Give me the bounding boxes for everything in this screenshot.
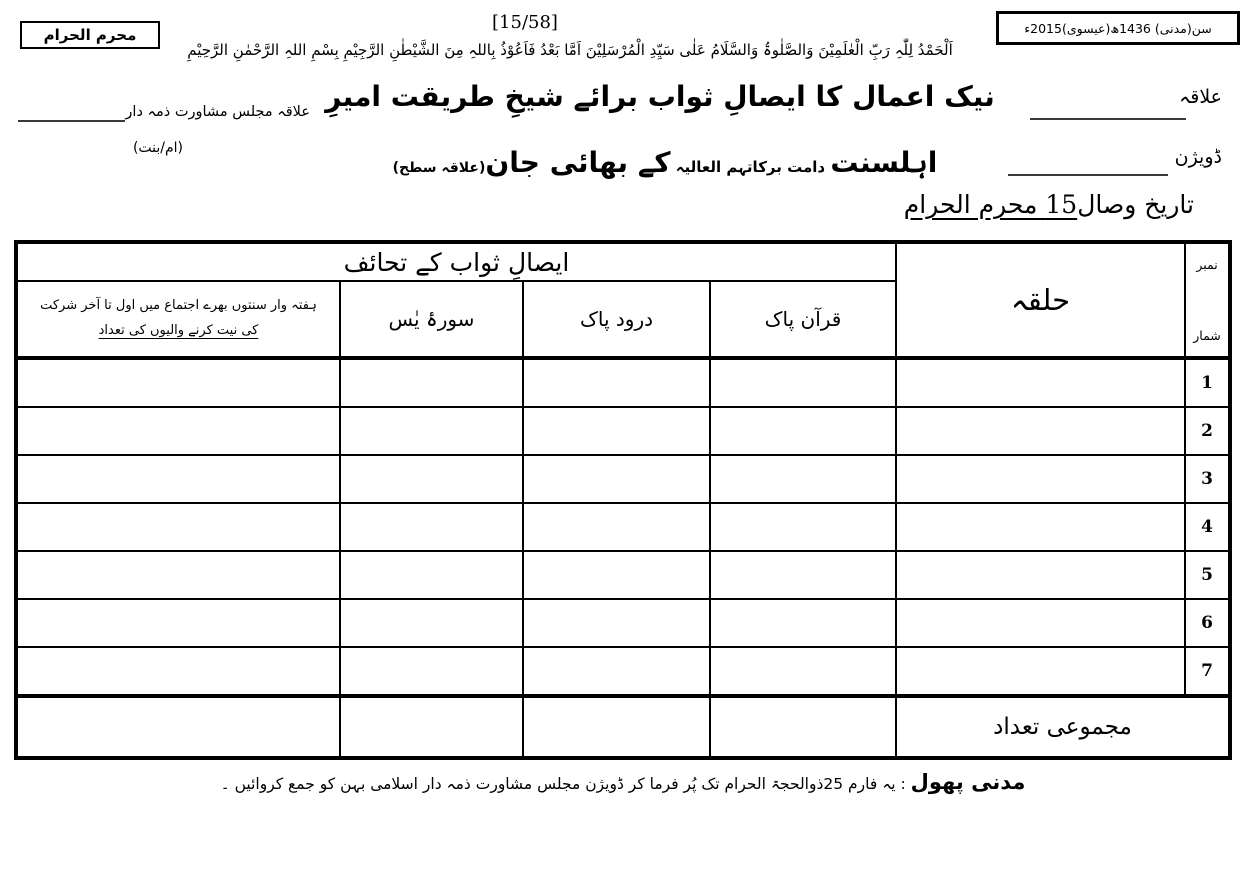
table-row — [16, 599, 1230, 647]
ijtima-cell — [16, 647, 340, 696]
alaqa-field-label: علاقہ — [1179, 86, 1222, 108]
surah-cell — [340, 503, 523, 551]
serial-number: 2 — [1185, 407, 1230, 455]
ijtima-cell — [16, 407, 340, 455]
division-field-label: ڈویژن — [1174, 146, 1222, 168]
halqa-cell — [896, 358, 1185, 407]
surah-cell — [340, 647, 523, 696]
quran-cell — [710, 407, 896, 455]
serial-number: 4 — [1185, 503, 1230, 551]
ijtima-cell — [16, 455, 340, 503]
responsible-field-label: علاقہ مجلس مشاورت ذمہ دار — [125, 104, 310, 120]
durood-cell — [523, 455, 710, 503]
footer-separator: : — [895, 775, 911, 793]
isal-e-sawab-table — [14, 240, 1232, 760]
serial-number: 6 — [1185, 599, 1230, 647]
surah-total-cell — [340, 696, 523, 758]
surah-cell — [340, 407, 523, 455]
quran-cell — [710, 551, 896, 599]
form-title-line1: نیک اعمال کا ایصالِ ثواب برائے شیخِ طریقت امیرِ — [325, 80, 995, 113]
bismillah-line: اَلْحَمْدُ لِلّٰہِ رَبِّ الْعٰلَمِیْنَ وَالصَّلٰوۃُ وَالسَّلَامُ عَلٰی سَیِّدِ الْمُرْسَلِیْنَ اَمَّا بَعْدُ فَاَعُوْذُ بِاللہِ مِنَ الشَّیْطٰنِ الرَّجِیْمِ بِسْمِ اللہِ الرَّحْمٰنِ الرَّحِیْمِ — [187, 41, 953, 59]
serial-number: 3 — [1185, 455, 1230, 503]
halqa-cell — [896, 599, 1185, 647]
halqa-cell — [896, 647, 1185, 696]
table-row — [16, 358, 1230, 407]
table-row — [16, 551, 1230, 599]
durood-cell — [523, 647, 710, 696]
year-badge-text: سن(مدنی) 1436ھ(عیسوی)2015ء — [1024, 20, 1212, 36]
umm-bint-label: (ام/بنت) — [132, 140, 184, 156]
total-row — [16, 696, 1230, 758]
form-title-line2 — [330, 146, 1000, 179]
ijtima-total-cell — [16, 696, 340, 758]
quran-cell — [710, 455, 896, 503]
quran-total-cell — [710, 696, 896, 758]
title-ahlesunnat: اہلسنت — [830, 146, 938, 179]
form-number: [15/58] — [492, 12, 558, 33]
ijtima-header-line1: ہفتہ وار سنتوں بھرے اجتماع میں اول تا آخر شرکت — [40, 298, 317, 314]
wisal-date-label: تاریخ وصال — [1077, 190, 1194, 219]
ijtima-cell — [16, 503, 340, 551]
responsible-blank-line — [18, 96, 125, 122]
durood-total-cell — [523, 696, 710, 758]
quran-column-header: قرآن پاک — [710, 281, 896, 358]
serial-column-header — [1185, 242, 1230, 358]
alaqa-blank-line — [1030, 88, 1186, 120]
title-alaqa-satah: (علاقہ سطح) — [392, 160, 486, 176]
halqa-cell — [896, 407, 1185, 455]
durood-cell — [523, 551, 710, 599]
title-bhai-jaan: کے بھائی جان — [485, 146, 671, 179]
durood-cell — [523, 503, 710, 551]
title-damat-barakatuhum: دامت برکاتہم العالیہ — [670, 158, 831, 176]
responsible-field — [18, 96, 310, 122]
halqa-column-header: حلقہ — [896, 242, 1185, 358]
serial-header-line1: نمبر — [1196, 257, 1218, 272]
durood-cell — [523, 599, 710, 647]
gifts-group-header: ایصالِ ثواب کے تحائف — [16, 242, 896, 281]
halqa-cell — [896, 551, 1185, 599]
surah-cell — [340, 455, 523, 503]
wisal-date-value: 15 محرم الحرام — [903, 190, 1078, 219]
halqa-cell — [896, 455, 1185, 503]
footer-note — [0, 770, 1246, 794]
halqa-cell — [896, 503, 1185, 551]
durood-cell — [523, 407, 710, 455]
table-row — [16, 407, 1230, 455]
durood-cell — [523, 358, 710, 407]
serial-number: 5 — [1185, 551, 1230, 599]
year-badge — [996, 11, 1240, 45]
quran-cell — [710, 358, 896, 407]
serial-number: 1 — [1185, 358, 1230, 407]
ijtima-cell — [16, 551, 340, 599]
surah-yaseen-column-header: سورۂ یٰس — [340, 281, 523, 358]
quran-cell — [710, 503, 896, 551]
footer-note-text: یہ فارم 25ذوالحجۃ الحرام تک پُر فرما کر ڈویژن مجلس مشاورت ذمہ دار اسلامی بہن کو جمع کروائیں ۔ — [220, 775, 896, 793]
table-row — [16, 455, 1230, 503]
wisal-date-line — [904, 190, 1194, 219]
serial-number: 7 — [1185, 647, 1230, 696]
month-badge-text: محرم الحرام — [43, 26, 137, 44]
surah-cell — [340, 599, 523, 647]
total-label: مجموعی تعداد — [896, 696, 1230, 758]
ijtima-column-header — [16, 281, 340, 358]
surah-cell — [340, 358, 523, 407]
quran-cell — [710, 599, 896, 647]
division-blank-line — [1008, 146, 1168, 176]
ijtima-cell — [16, 358, 340, 407]
ijtima-cell — [16, 599, 340, 647]
ijtima-header-line2: کی نیت کرنے والیوں کی تعداد — [98, 323, 259, 338]
table-row — [16, 647, 1230, 696]
serial-header-line2: شمار — [1193, 328, 1221, 343]
durood-column-header: درود پاک — [523, 281, 710, 358]
quran-cell — [710, 647, 896, 696]
madani-phool-label: مدنی پھول — [910, 770, 1026, 794]
surah-cell — [340, 551, 523, 599]
table-row — [16, 503, 1230, 551]
